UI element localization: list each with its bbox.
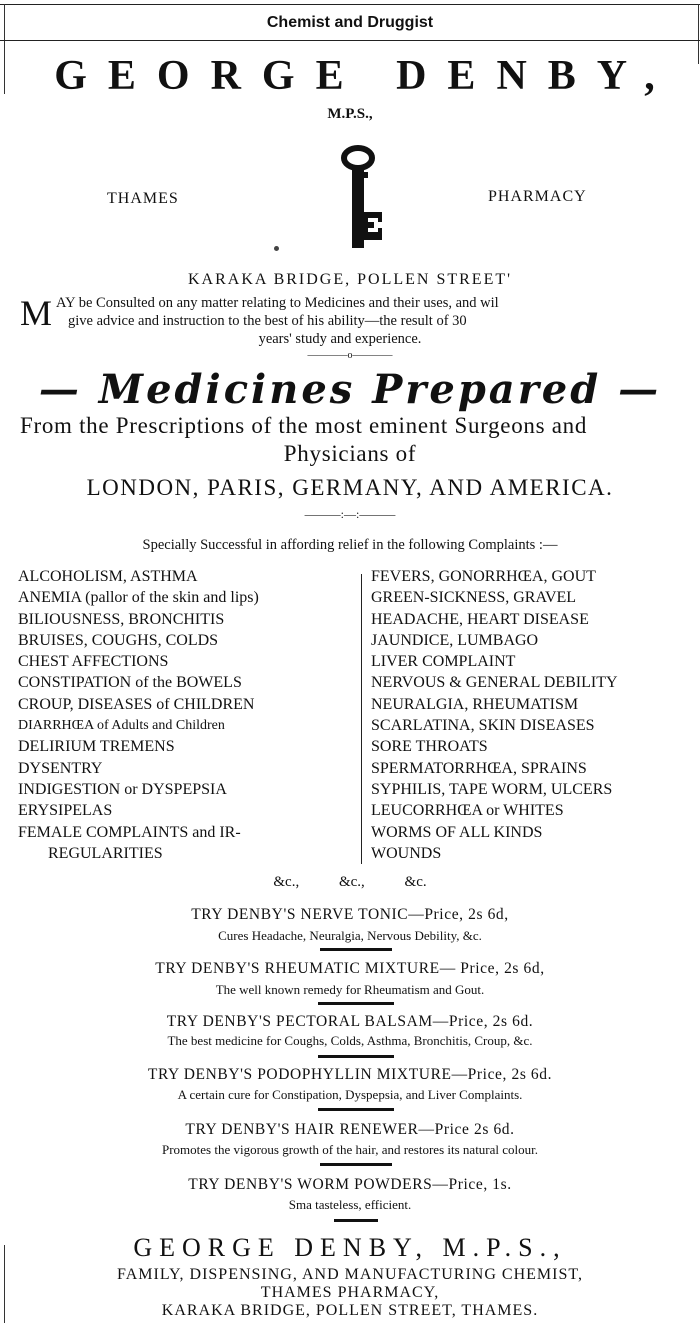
product-rule	[318, 1108, 394, 1111]
etc-1: &c.,	[273, 874, 300, 890]
product-title: TRY DENBY'S HAIR RENEWER—Price 2s 6d.	[185, 1121, 515, 1138]
intro-line-2: give advice and instruction to the best of his ability—the result of 30	[68, 313, 467, 329]
ink-dot	[274, 246, 279, 251]
complaints-intro: Specially Successful in affording relief in the following Complaints :—	[142, 537, 558, 553]
product-rule	[320, 948, 392, 951]
headline: — Medicines Prepared —	[38, 366, 662, 413]
product-rule	[318, 1055, 394, 1058]
footer-line-1: FAMILY, DISPENSING, AND MANUFACTURING CHEMIST,	[117, 1266, 583, 1283]
list-item: NEURALGIA, RHEUMATISM	[371, 695, 579, 713]
list-item: REGULARITIES	[48, 844, 163, 862]
product-title: TRY DENBY'S RHEUMATIC MIXTURE— Price, 2s 6d,	[155, 960, 545, 977]
etc-line	[0, 874, 700, 891]
list-item: SYPHILIS, TAPE WORM, ULCERS	[371, 780, 613, 798]
list-item: SORE THROATS	[371, 738, 488, 756]
intro-line-1: AY be Consulted on any matter relating to Medicines and their uses, and wil	[56, 295, 499, 311]
masthead-right-label: PHARMACY	[488, 188, 587, 205]
list-item: JAUNDICE, LUMBAGO	[371, 631, 539, 649]
list-item: DELIRIUM TREMENS	[18, 738, 175, 756]
list-item: ERYSIPELAS	[18, 802, 113, 820]
list-item: SCARLATINA, SKIN DISEASES	[371, 717, 595, 735]
intro-line-3: years' study and experience.	[258, 331, 422, 347]
product-rule	[334, 1219, 378, 1222]
list-item: WOUNDS	[371, 844, 442, 862]
cities-line: LONDON, PARIS, GERMANY, AND AMERICA.	[86, 475, 614, 500]
masthead-left-label: THAMES	[107, 190, 179, 207]
footer-line-2: THAMES PHARMACY,	[260, 1284, 440, 1301]
from-line: From the Prescriptions of the most eminent Surgeons and	[20, 413, 588, 438]
product-description: The well known remedy for Rheumatism and Gout.	[215, 982, 485, 997]
product-description: Promotes the vigorous growth of the hair, and restores its natural colour.	[161, 1142, 539, 1157]
list-item: ALCOHOLISM, ASTHMA	[18, 568, 198, 585]
drop-cap: M	[20, 293, 53, 333]
product-title: TRY DENBY'S NERVE TONIC—Price, 2s 6d,	[191, 906, 509, 923]
product-title: TRY DENBY'S PECTORAL BALSAM—Price, 2s 6d.	[166, 1013, 534, 1030]
list-item: DIARRHŒA of Adults and Children	[18, 718, 225, 734]
product-description: Sma tasteless, efficient.	[288, 1197, 412, 1212]
list-item: FEMALE COMPLAINTS and IR-	[18, 823, 241, 841]
column-divider	[361, 574, 362, 864]
product-rule	[318, 1002, 394, 1005]
ornament-divider-2: ———:—:———	[304, 507, 396, 521]
list-item: HEADACHE, HEART DISEASE	[371, 610, 589, 628]
product-description: The best medicine for Coughs, Colds, Asthma, Bronchitis, Croup, &c.	[167, 1033, 533, 1048]
list-item: CROUP, DISEASES of CHILDREN	[18, 695, 255, 713]
list-item: NERVOUS & GENERAL DEBILITY	[371, 674, 618, 692]
intro-paragraph	[20, 294, 700, 348]
list-item: GREEN-SICKNESS, GRAVEL	[371, 589, 577, 607]
product-title: TRY DENBY'S WORM POWDERS—Price, 1s.	[188, 1176, 512, 1193]
list-item: DYSENTRY	[18, 759, 103, 777]
list-item: SPERMATORRHŒA, SPRAINS	[371, 759, 587, 777]
list-item: INDIGESTION or DYSPEPSIA	[18, 780, 227, 798]
footer-line-3: KARAKA BRIDGE, POLLEN STREET, THAMES.	[161, 1302, 539, 1319]
list-item: LIVER COMPLAINT	[371, 653, 516, 671]
list-item: CHEST AFFECTIONS	[18, 653, 169, 671]
list-item: CONSTIPATION of the BOWELS	[18, 674, 242, 692]
list-item: ANEMIA (pallor of the skin and lips)	[18, 589, 259, 607]
list-item: BILIOUSNESS, BRONCHITIS	[18, 610, 225, 628]
complaints-left-column	[18, 566, 360, 864]
list-item: FEVERS, GONORRHŒA, GOUT	[371, 568, 596, 585]
ornament-divider: ————o————	[307, 350, 393, 361]
masthead-credential: M.P.S.,	[327, 106, 373, 122]
etc-2: &c.,	[338, 874, 365, 890]
footer-name: GEORGE DENBY, M.P.S.,	[133, 1233, 567, 1262]
product-description: A certain cure for Constipation, Dyspepsia, and Liver Complaints.	[177, 1087, 523, 1102]
list-item: LEUCORRHŒA or WHITES	[371, 802, 564, 820]
product-title: TRY DENBY'S PODOPHYLLIN MIXTURE—Price, 2s 6d.	[147, 1066, 553, 1083]
list-item: BRUISES, COUGHS, COLDS	[18, 631, 219, 649]
product-description: Cures Headache, Neuralgia, Nervous Debility, &c.	[218, 928, 482, 943]
etc-3: &c.	[404, 874, 427, 890]
key-icon	[330, 142, 390, 252]
complaints-right-column	[371, 566, 700, 864]
masthead-name: GEORGE DENBY,	[54, 53, 676, 99]
section-header: Chemist and Druggist	[266, 14, 434, 31]
product-rule	[320, 1163, 392, 1166]
list-item: WORMS OF ALL KINDS	[371, 823, 543, 841]
header-rule	[0, 40, 700, 41]
masthead-address: KARAKA BRIDGE, POLLEN STREET'	[188, 271, 512, 288]
physicians-line: Physicians of	[283, 441, 417, 466]
top-border	[0, 4, 700, 5]
